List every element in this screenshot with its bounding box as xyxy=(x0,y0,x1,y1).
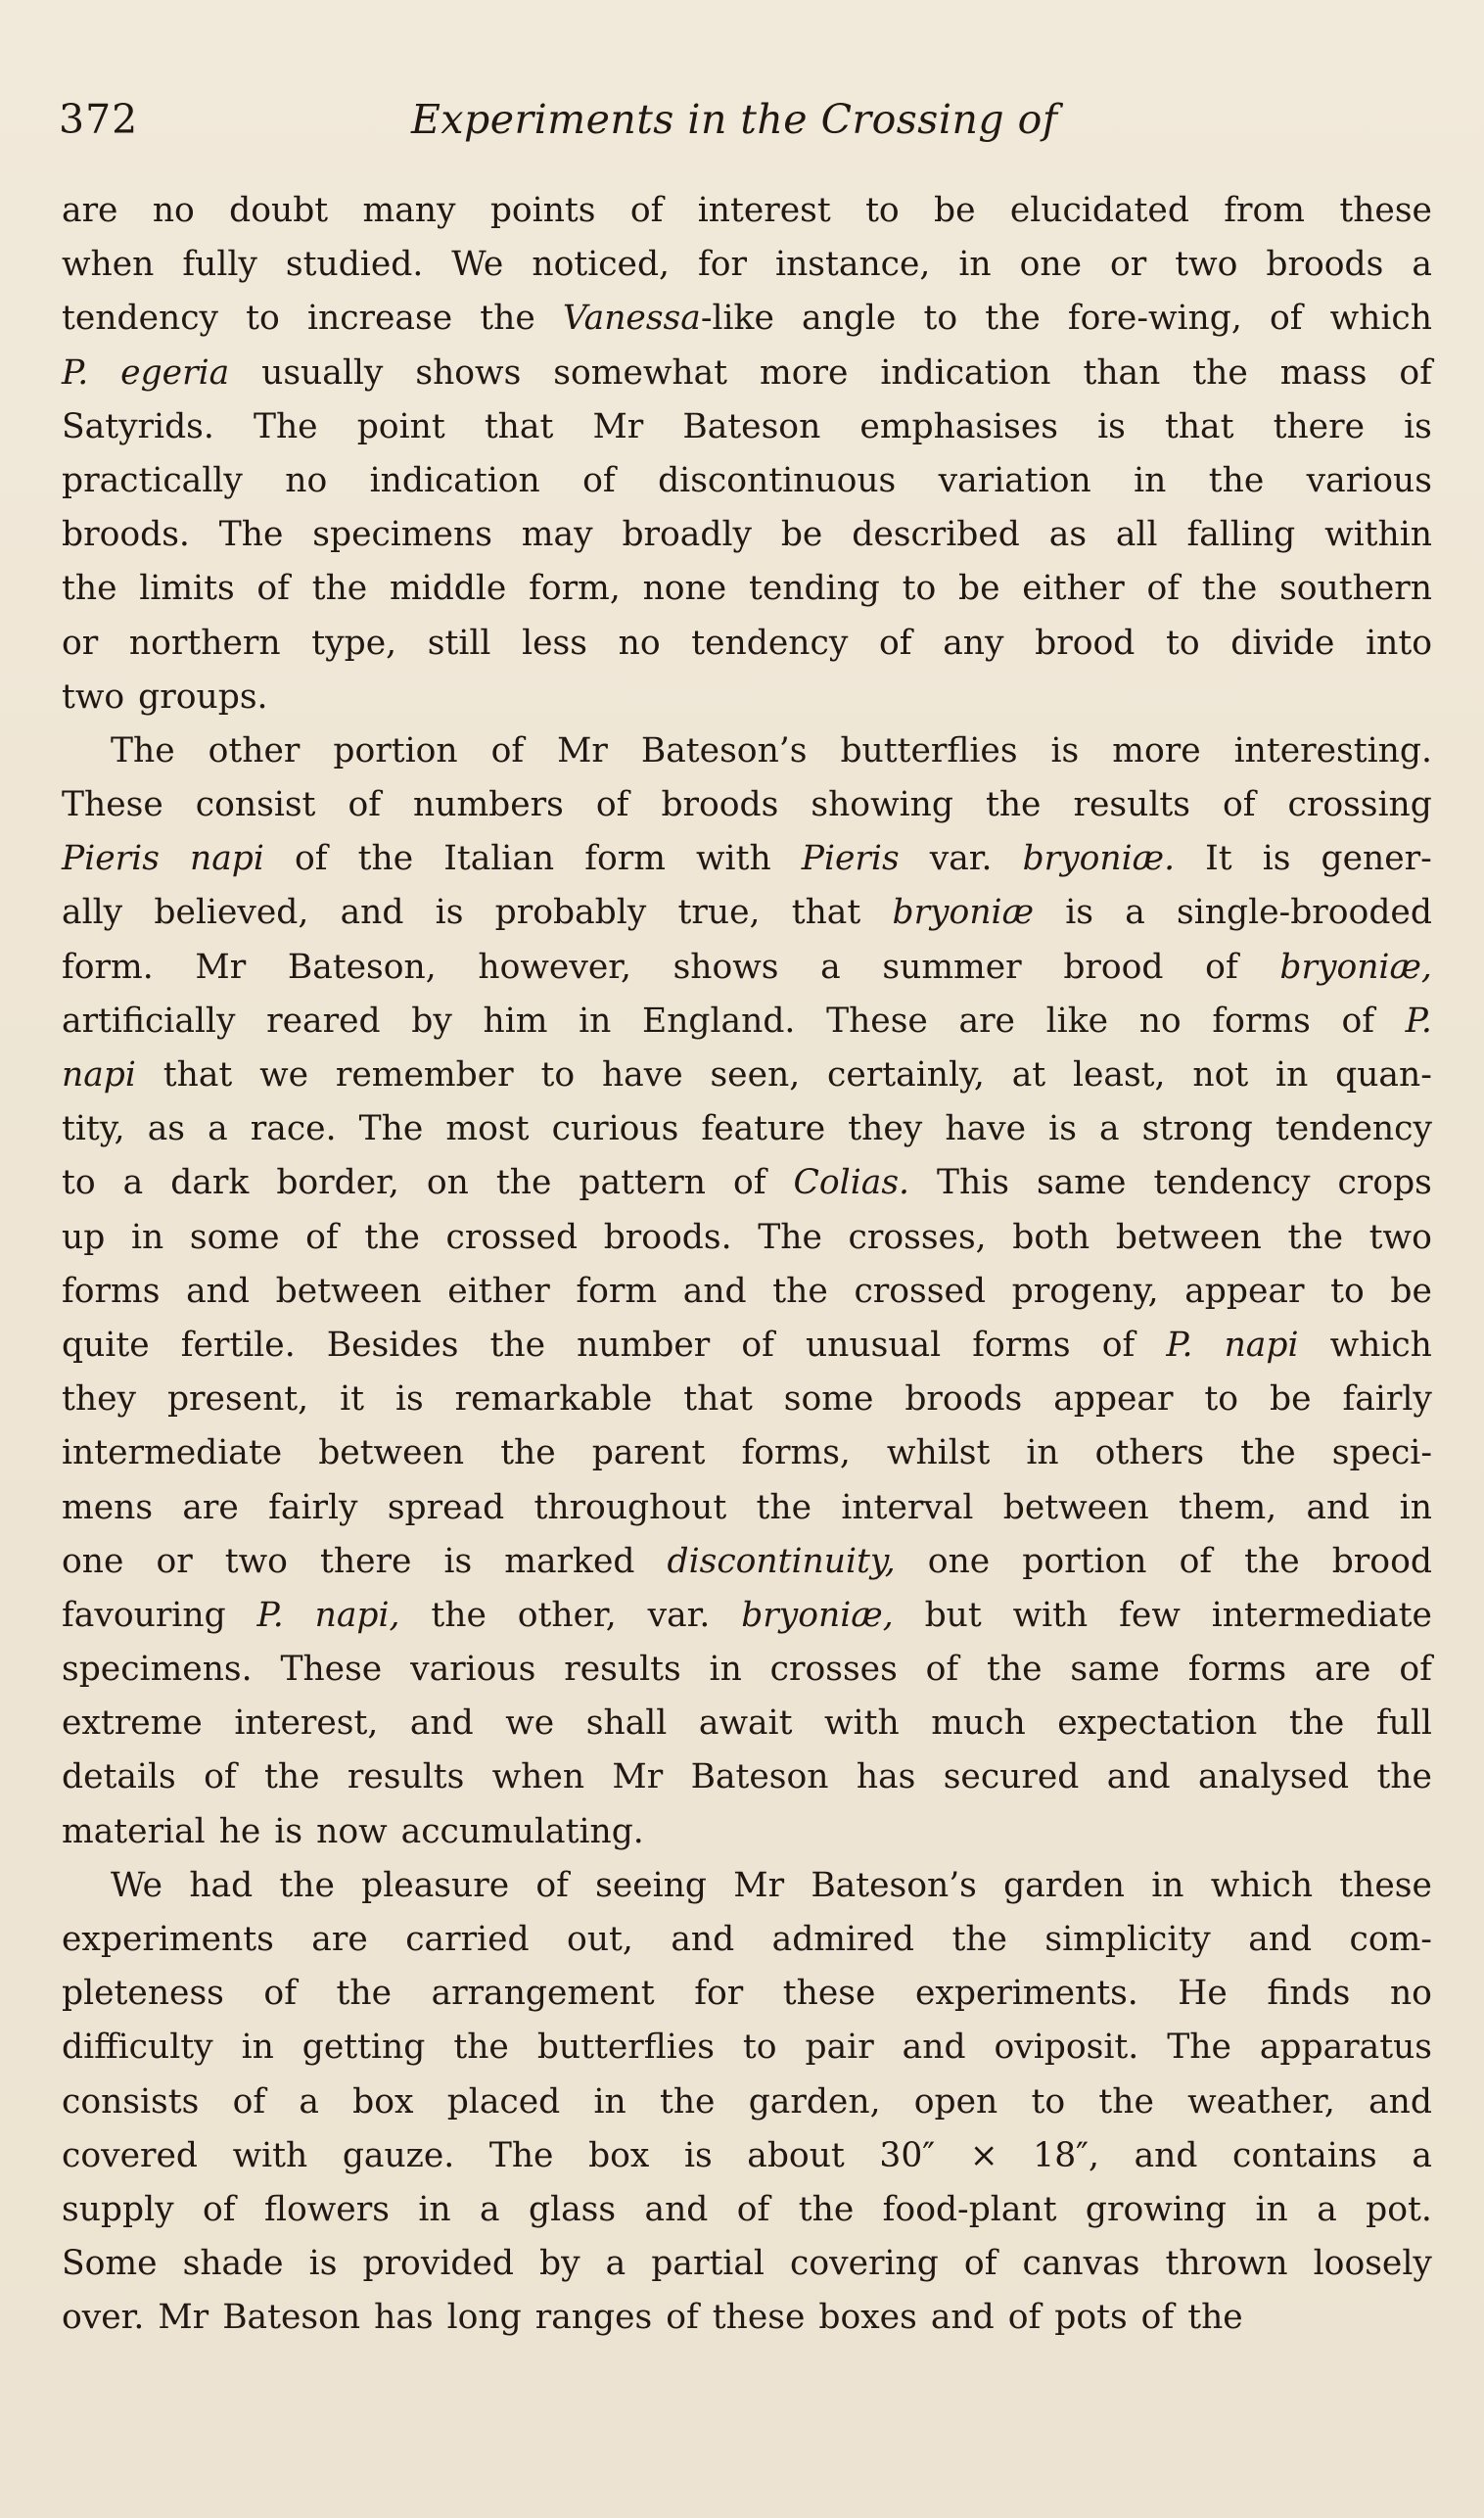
text-line: up in some of the crossed broods. The crosses, both between the two xyxy=(62,1217,1432,1257)
text-line: they present, it is remarkable that some broods appear to be fairly xyxy=(62,1379,1432,1420)
text-line: quite fertile. Besides the number of unusual forms of P. napi which xyxy=(62,1325,1432,1365)
paragraph xyxy=(62,1859,1432,2346)
running-title: Experiments in the Crossing of xyxy=(411,96,1058,143)
text-line: The other portion of Mr Bateson’s butterflies is more interesting. xyxy=(111,730,1432,770)
text-line: the limits of the middle form, none tending to be either of the southern xyxy=(62,569,1432,609)
text-line: Pieris napi of the Italian form with Pieris var. bryoniæ. It is gener- xyxy=(62,839,1432,879)
text-line: favouring P. napi, the other, var. bryoniæ, but with few intermediate xyxy=(62,1595,1432,1635)
text-line: We had the pleasure of seeing Mr Bateson’s garden in which these xyxy=(111,1865,1432,1905)
text-line: form. Mr Bateson, however, shows a summer brood of bryoniæ, xyxy=(62,947,1432,987)
text-line: Satyrids. The point that Mr Bateson emphasises is that there is xyxy=(62,406,1432,446)
text-line: specimens. These various results in crosses of the same forms are of xyxy=(62,1650,1432,1690)
text-line: mens are fairly spread throughout the interval between them, and in xyxy=(62,1487,1432,1527)
text-line: experiments are carried out, and admired the simplicity and com- xyxy=(62,1920,1432,1959)
text-line: or northern type, still less no tendency of any brood to divide into xyxy=(62,623,1432,663)
text-line: ally believed, and is probably true, that bryoniæ is a single-brooded xyxy=(62,893,1432,933)
text-line: practically no indication of discontinuous variation in the various xyxy=(62,460,1432,500)
text-line: one or two there is marked discontinuity, one portion of the brood xyxy=(62,1541,1432,1581)
text-line: P. egeria usually shows somewhat more indication than the mass of xyxy=(62,352,1432,393)
body-text xyxy=(62,184,1432,2346)
text-line: napi that we remember to have seen, certainly, at least, not in quan- xyxy=(62,1055,1432,1095)
text-line: difficulty in getting the butterflies to pair and oviposit. The apparatus xyxy=(62,2028,1432,2068)
text-line: These consist of numbers of broods showing the results of crossing xyxy=(62,785,1432,825)
text-line: extreme interest, and we shall await with much expectation the full xyxy=(62,1703,1432,1744)
text-line: to a dark border, on the pattern of Colias. This same tendency crops xyxy=(62,1163,1432,1203)
text-line: are no doubt many points of interest to be elucidated from these xyxy=(62,191,1432,230)
paragraph xyxy=(62,184,1432,724)
text-line: Some shade is provided by a partial covering of canvas thrown loosely xyxy=(62,2244,1432,2284)
paragraph xyxy=(62,724,1432,1859)
running-head xyxy=(59,90,1419,149)
text-line: tendency to increase the Vanessa-like angle to the fore-wing, of which xyxy=(62,299,1432,339)
text-line: consists of a box placed in the garden, open to the weather, and xyxy=(62,2081,1432,2122)
text-line: intermediate between the parent forms, whilst in others the speci- xyxy=(62,1433,1432,1473)
text-line: details of the results when Mr Bateson has secured and analysed the xyxy=(62,1757,1432,1797)
text-line: pleteness of the arrangement for these experiments. He finds no xyxy=(62,1974,1432,2014)
text-line: artificially reared by him in England. These are like no forms of P. xyxy=(62,1001,1432,1041)
text-line: two groups. xyxy=(62,676,268,717)
text-line: over. Mr Bateson has long ranges of these boxes and of pots of the xyxy=(62,2298,1243,2338)
text-line: material he is now accumulating. xyxy=(62,1811,644,1851)
text-line: supply of flowers in a glass and of the food-plant growing in a pot. xyxy=(62,2189,1432,2229)
text-line: forms and between either form and the crossed progeny, appear to be xyxy=(62,1271,1432,1311)
text-line: when fully studied. We noticed, for instance, in one or two broods a xyxy=(62,245,1432,285)
page-number: 372 xyxy=(59,96,139,143)
text-line: broods. The specimens may broadly be described as all falling within xyxy=(62,515,1432,555)
text-line: tity, as a race. The most curious feature they have is a strong tendency xyxy=(62,1109,1432,1149)
text-line: covered with gauze. The box is about 30″ × 18″, and contains a xyxy=(62,2135,1432,2175)
